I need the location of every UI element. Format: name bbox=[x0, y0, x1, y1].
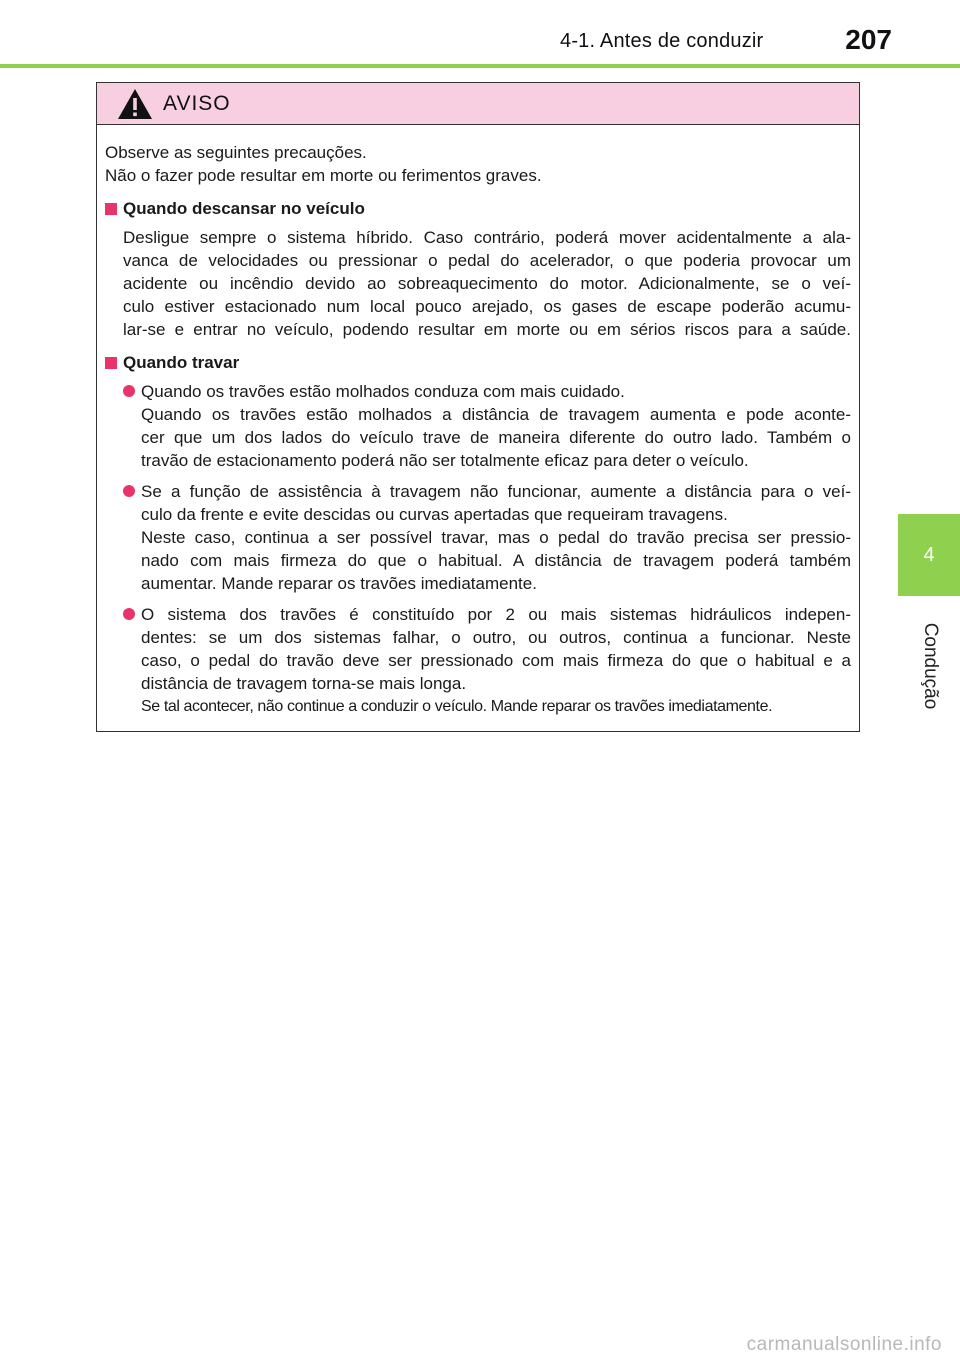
list-item bbox=[123, 603, 851, 718]
warning-title: AVISO bbox=[163, 91, 231, 115]
paragraph-line: Quando os travões estão molhados a distância de travagem aumenta e pode aconte- bbox=[141, 405, 851, 424]
chapter-tab-label: Condução bbox=[920, 622, 941, 710]
square-bullet-icon bbox=[105, 203, 117, 215]
watermark: carmanualsonline.info bbox=[746, 1334, 942, 1355]
warning-triangle-icon bbox=[117, 88, 153, 120]
round-bullet-icon bbox=[123, 485, 135, 497]
section-rest-in-vehicle bbox=[105, 197, 851, 341]
square-bullet-icon bbox=[105, 357, 117, 369]
paragraph-line: culo estiver estacionado num local pouco arejado, os gases de escape poderão acumu- bbox=[123, 297, 851, 316]
warning-intro bbox=[105, 141, 851, 187]
list-item-text bbox=[141, 603, 851, 718]
paragraph-line: acidente ou incêndio devido ao sobreaquecimento do motor. Adicionalmente, se o veí- bbox=[123, 274, 851, 293]
round-bullet-icon bbox=[123, 385, 135, 397]
paragraph-line: Se a função de assistência à travagem não funcionar, aumente a distância para o veí- bbox=[141, 482, 851, 501]
paragraph-line: dentes: se um dos sistemas falhar, o outro, ou outros, continua a funcionar. Neste bbox=[141, 628, 851, 647]
list-item-text bbox=[141, 380, 851, 472]
paragraph-line: cer que um dos lados do veículo trave de maneira diferente do outro lado. Também o bbox=[141, 428, 851, 447]
paragraph-line: Desligue sempre o sistema híbrido. Caso contrário, poderá mover acidentalmente a ala- bbox=[123, 228, 851, 247]
section-heading-text: Quando travar bbox=[123, 353, 240, 372]
section-heading-text: Quando descansar no veículo bbox=[123, 199, 365, 218]
paragraph-line: caso, o pedal do travão deve ser pressionado com mais firmeza do que o habitual e a bbox=[141, 651, 851, 670]
list-item-text bbox=[141, 480, 851, 595]
section-heading bbox=[105, 351, 851, 374]
chapter-tab[interactable] bbox=[898, 514, 960, 596]
section-braking bbox=[105, 351, 851, 718]
paragraph-line: Se tal acontecer, não continue a conduzir o veículo. Mande reparar os travões imediatamente. bbox=[141, 698, 773, 715]
paragraph-line: lar-se e entrar no veículo, podendo resultar em morte ou em sérios riscos para a saúde. bbox=[123, 320, 851, 339]
list-item bbox=[123, 480, 851, 595]
intro-line: Observe as seguintes precauções. bbox=[105, 143, 367, 162]
warning-body bbox=[97, 125, 859, 718]
paragraph-line: nado com mais firmeza do que o habitual. A distância de travagem poderá também bbox=[141, 551, 851, 570]
warning-header bbox=[97, 83, 859, 125]
page-number: 207 bbox=[845, 24, 892, 55]
header-divider bbox=[0, 64, 960, 68]
warning-box bbox=[96, 82, 860, 732]
paragraph-line: vanca de velocidades ou pressionar o pedal do acelerador, o que poderia provocar um bbox=[123, 251, 851, 270]
chapter-tab-number: 4 bbox=[923, 543, 935, 566]
list-item bbox=[123, 380, 851, 472]
paragraph-line: aumentar. Mande reparar os travões imediatamente. bbox=[141, 574, 537, 593]
paragraph-line: culo da frente e evite descidas ou curvas apertadas que requeiram travagens. bbox=[141, 505, 728, 524]
paragraph-line: O sistema dos travões é constituído por 2 ou mais sistemas hidráulicos indepen- bbox=[141, 605, 851, 624]
intro-line: Não o fazer pode resultar em morte ou ferimentos graves. bbox=[105, 166, 542, 185]
paragraph-line: Quando os travões estão molhados conduza com mais cuidado. bbox=[141, 382, 625, 401]
paragraph-line: travão de estacionamento poderá não ser totalmente eficaz para deter o veículo. bbox=[141, 451, 749, 470]
paragraph-line: distância de travagem torna-se mais longa. bbox=[141, 674, 467, 693]
section-paragraph bbox=[123, 226, 851, 341]
section-heading bbox=[105, 197, 851, 220]
paragraph-line: Neste caso, continua a ser possível travar, mas o pedal do travão precisa ser pressio- bbox=[141, 528, 851, 547]
chapter-section-title: 4-1. Antes de conduzir bbox=[560, 30, 764, 52]
round-bullet-icon bbox=[123, 608, 135, 620]
